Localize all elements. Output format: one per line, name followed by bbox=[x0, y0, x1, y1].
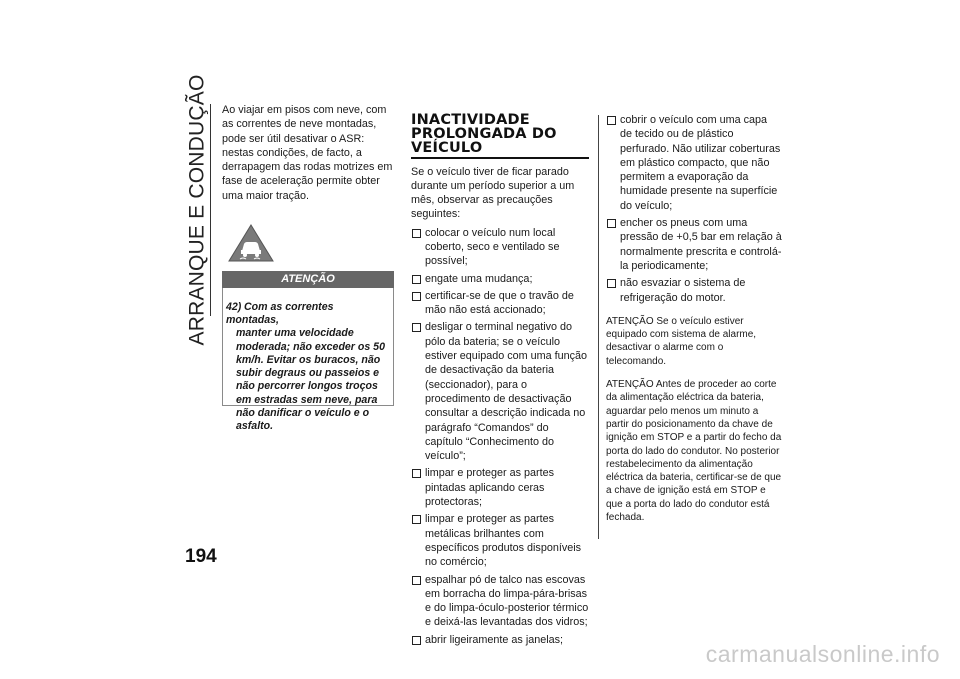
checkbox-bullet-icon bbox=[412, 469, 421, 478]
precautions-list-continued bbox=[606, 113, 782, 305]
checkbox-bullet-icon bbox=[412, 636, 421, 645]
checkbox-bullet-icon bbox=[412, 292, 421, 301]
watermark: carmanualsonline.info bbox=[705, 641, 940, 667]
list-item: limpar e proteger as partes pintadas aplicando ceras protectoras; bbox=[411, 466, 589, 509]
column-divider bbox=[598, 115, 599, 539]
page-number: 194 bbox=[185, 546, 217, 567]
section-divider bbox=[210, 104, 211, 316]
column-3 bbox=[606, 113, 782, 524]
warning-number: 42) bbox=[226, 301, 242, 314]
precautions-list bbox=[411, 226, 589, 647]
column-2 bbox=[411, 113, 589, 650]
column-1 bbox=[222, 103, 394, 432]
warning-block bbox=[222, 223, 394, 432]
car-skid-warning-icon bbox=[227, 223, 275, 263]
list-item: cobrir o veículo com uma capa de tecido ou de plástico perfurado. Não utilizar coberturas em plástico compacto, que não permitem a evaporação da humidade presente na superfície do veículo; bbox=[606, 113, 782, 213]
list-item: espalhar pó de talco nas escovas em borracha do limpa-pára-brisas e do limpa-óculo-posterior térmico e deixá-las levantadas dos vidros; bbox=[411, 573, 589, 630]
list-item: limpar e proteger as partes metálicas brilhantes com específicos produtos disponíveis no comércio; bbox=[411, 512, 589, 569]
warning-label: ATENÇÃO bbox=[222, 271, 394, 288]
list-item: colocar o veículo num local coberto, seco e ventilado se possível; bbox=[411, 226, 589, 269]
warning-body: manter uma velocidade moderada; não exceder os 50 km/h. Evitar os buracos, não subir degraus ou passeios e não percorrer longos troços em estradas sem neve, para não danificar o veículo e o asfalto. bbox=[236, 327, 385, 432]
checkbox-bullet-icon bbox=[607, 219, 616, 228]
warning-first-line: Com as correntes montadas, bbox=[226, 301, 334, 327]
heading-underline bbox=[411, 157, 589, 159]
checkbox-bullet-icon bbox=[412, 576, 421, 585]
list-item: não esvaziar o sistema de refrigeração do motor. bbox=[606, 276, 782, 305]
warning-text bbox=[222, 288, 394, 432]
checkbox-bullet-icon bbox=[412, 275, 421, 284]
list-item: certificar-se de que o travão de mão não está accionado; bbox=[411, 289, 589, 318]
section-heading: INACTIVIDADE PROLONGADA DO VEÍCULO bbox=[411, 112, 557, 156]
intro-paragraph: Ao viajar em pisos com neve, com as correntes de neve montadas, pode ser útil desativar o ASR: nestas condições, de facto, a derrapagem das rodas motrizes em fase de aceleração permite obter uma maior tração. bbox=[222, 104, 393, 202]
section-title: ARRANQUE E CONDUÇÃO bbox=[185, 74, 208, 346]
lead-paragraph: Se o veículo tiver de ficar parado durante um período superior a um mês, observar as precauções seguintes: bbox=[411, 165, 575, 221]
list-item: engate uma mudança; bbox=[411, 272, 589, 286]
list-item: encher os pneus com uma pressão de +0,5 bar em relação à normalmente prescrita e controlá-la periodicamente; bbox=[606, 216, 782, 273]
checkbox-bullet-icon bbox=[607, 116, 616, 125]
alarm-note: ATENÇÃO Se o veículo estiver equipado com sistema de alarme, desactivar o alarme com o telecomando. bbox=[606, 315, 757, 367]
checkbox-bullet-icon bbox=[607, 279, 616, 288]
list-item: desligar o terminal negativo do pólo da bateria; se o veículo estiver equipado com uma função de desactivação da bateria (seccionador), para o procedimento de desactivação consultar a descrição indicada no parágrafo “Comandos” do capítulo “Conhecimento do veículo”; bbox=[411, 320, 589, 463]
checkbox-bullet-icon bbox=[412, 229, 421, 238]
list-item: abrir ligeiramente as janelas; bbox=[411, 633, 589, 647]
checkbox-bullet-icon bbox=[412, 323, 421, 332]
checkbox-bullet-icon bbox=[412, 515, 421, 524]
battery-note: ATENÇÃO Antes de proceder ao corte da alimentação eléctrica da bateria, aguardar pelo menos um minuto a partir do posicionamento da chave de ignição em STOP e a partir do fecho da porta do lado do condutor. No posterior restabelecimento da alimentação eléctrica da bateria, certificar-se de que a chave de ignição está em STOP e que a porta do lado do condutor está fechada. bbox=[606, 379, 782, 524]
